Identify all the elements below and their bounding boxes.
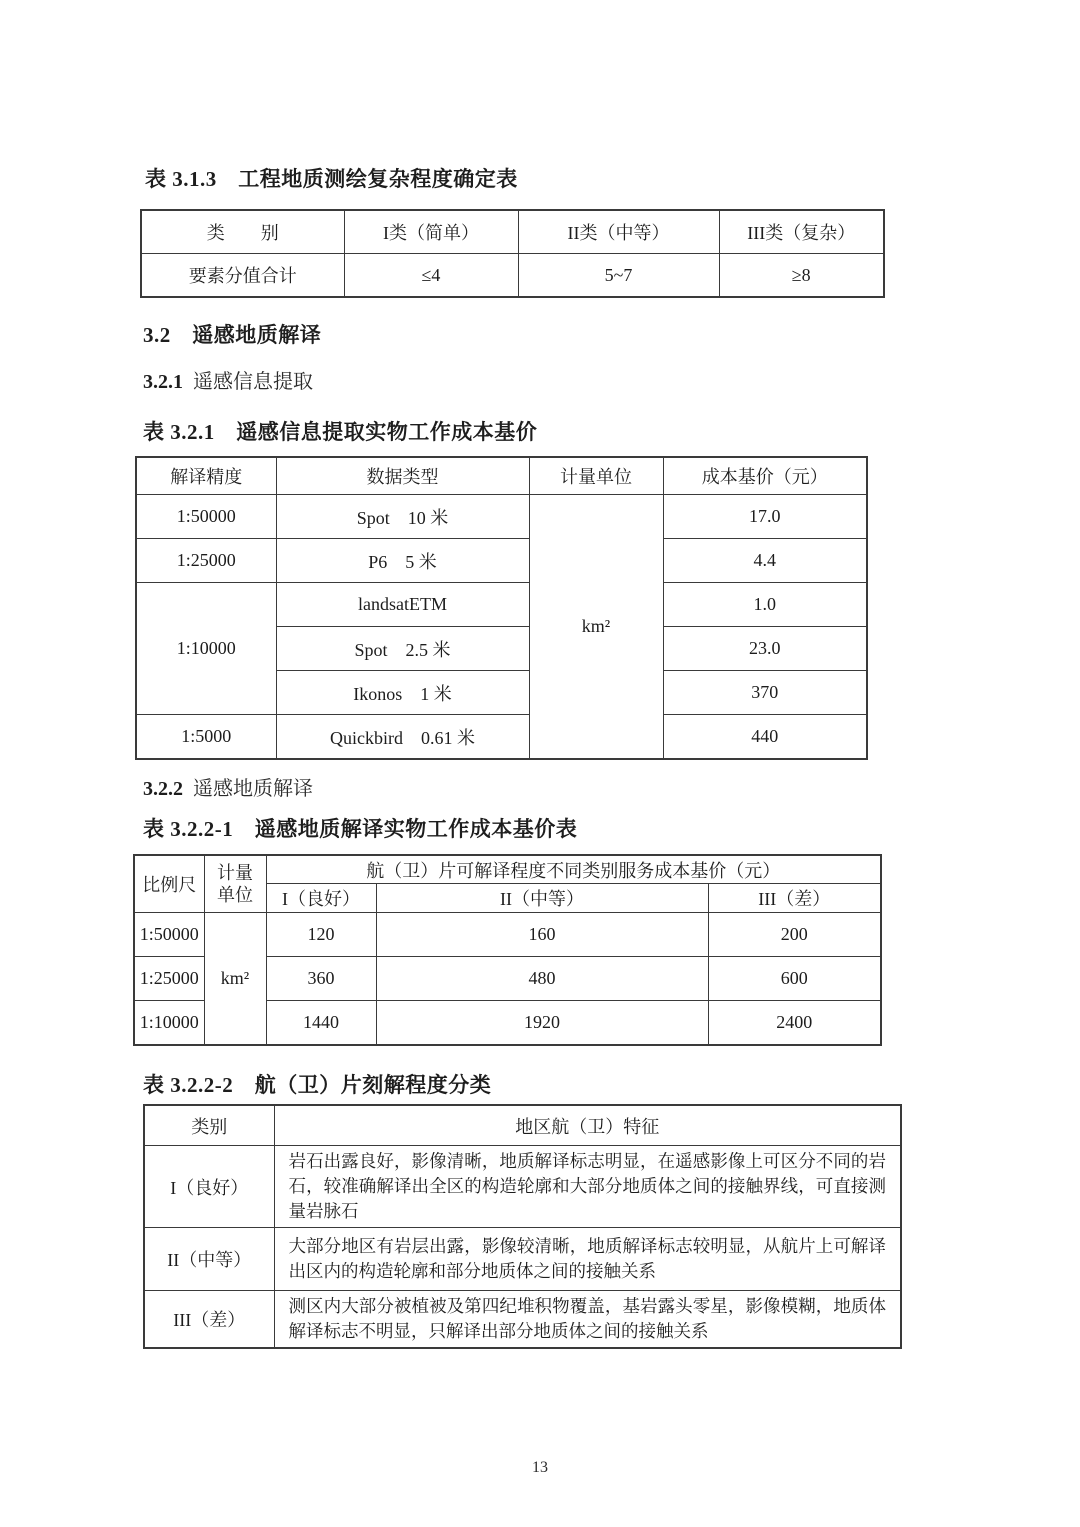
header-cell-feature: 地区航（卫）特征: [274, 1105, 901, 1146]
header-cell-class-3: III类（复杂）: [719, 210, 884, 254]
section-number: 3.2.2: [143, 778, 183, 800]
header-cell-unit: 计量单位: [529, 457, 663, 495]
price-cell: 17.0: [663, 495, 867, 539]
price-cell: 23.0: [663, 627, 867, 671]
value-cell: 1920: [376, 1001, 708, 1046]
price-cell: 440: [663, 715, 867, 760]
price-cell: 4.4: [663, 539, 867, 583]
data-type-cell: Spot 2.5 米: [276, 627, 529, 671]
table-3-2-2-1: [133, 854, 882, 1046]
unit-cell: km²: [529, 495, 663, 760]
value-cell: 200: [708, 913, 881, 957]
data-type-cell: Quickbird 0.61 米: [276, 715, 529, 760]
feature-cell: 测区内大部分被植被及第四纪堆积物覆盖，基岩露头零星，影像模糊，地质体解译标志不明显，只解译出部分地质体之间的接触关系: [274, 1291, 901, 1349]
table-3-1-3-caption: 表 3.1.3 工程地质测绘复杂程度确定表: [145, 167, 518, 191]
unit-cell: km²: [204, 913, 266, 1046]
value-cell: 600: [708, 957, 881, 1001]
row-label-cell: 要素分值合计: [141, 254, 344, 298]
data-type-cell: P6 5 米: [276, 539, 529, 583]
category-cell: II（中等）: [144, 1228, 274, 1291]
scale-cell: 1:50000: [134, 913, 204, 957]
feature-cell: 岩石出露良好，影像清晰，地质解译标志明显，在遥感影像上可区分不同的岩石，较准确解译出全区的构造轮廓和大部分地质体之间的接触界线，可直接测量岩脉石: [274, 1146, 901, 1228]
price-cell: 370: [663, 671, 867, 715]
page-number: 13: [532, 1459, 548, 1476]
header-cell-span: 航（卫）片可解译程度不同类别服务成本基价（元）: [266, 855, 881, 884]
section-3-2-1-heading: [143, 370, 1080, 395]
table-3-2-2-2: [143, 1104, 902, 1349]
header-cell-class-2: II类（中等）: [518, 210, 719, 254]
value-cell: 480: [376, 957, 708, 1001]
value-cell: 5~7: [518, 254, 719, 298]
table-3-2-2-1-caption: 表 3.2.2-1 遥感地质解译实物工作成本基价表: [143, 817, 578, 841]
value-cell: ≤4: [344, 254, 518, 298]
value-cell: 120: [266, 913, 376, 957]
scale-cell: 1:5000: [136, 715, 276, 760]
data-type-cell: Spot 10 米: [276, 495, 529, 539]
value-cell: ≥8: [719, 254, 884, 298]
scale-cell: 1:25000: [136, 539, 276, 583]
section-3-2-2-heading: [143, 777, 1080, 802]
subheader-cell-medium: II（中等）: [376, 884, 708, 913]
section-number: 3.2.1: [143, 371, 183, 393]
scale-cell: 1:10000: [134, 1001, 204, 1046]
table-3-2-2-2-caption: 表 3.2.2-2 航（卫）片刻解程度分类: [143, 1073, 492, 1097]
price-cell: 1.0: [663, 583, 867, 627]
category-cell: III（差）: [144, 1291, 274, 1349]
category-cell: I（良好）: [144, 1146, 274, 1228]
header-cell-base-price: 成本基价（元）: [663, 457, 867, 495]
header-cell-scale: 比例尺: [134, 855, 204, 913]
data-type-cell: Ikonos 1 米: [276, 671, 529, 715]
section-3-2-heading: 3.2 遥感地质解译: [143, 323, 322, 347]
section-title: 遥感地质解译: [193, 778, 313, 800]
header-unit-line: 单位: [217, 885, 253, 905]
subheader-cell-good: I（良好）: [266, 884, 376, 913]
feature-cell: 大部分地区有岩层出露，影像较清晰，地质解译标志较明显，从航片上可解译出区内的构造轮廓和部分地质体之间的接触关系: [274, 1228, 901, 1291]
table-3-1-3: [140, 209, 885, 298]
table-3-2-1: [135, 456, 868, 760]
scale-cell: 1:25000: [134, 957, 204, 1001]
header-cell-category: 类 别: [141, 210, 344, 254]
section-title: 遥感信息提取: [193, 371, 313, 393]
header-cell-data-type: 数据类型: [276, 457, 529, 495]
value-cell: 2400: [708, 1001, 881, 1046]
header-cell-precision: 解译精度: [136, 457, 276, 495]
header-cell-category: 类别: [144, 1105, 274, 1146]
subheader-cell-poor: III（差）: [708, 884, 881, 913]
value-cell: 1440: [266, 1001, 376, 1046]
value-cell: 360: [266, 957, 376, 1001]
header-cell-unit: [204, 855, 266, 913]
header-cell-class-1: I类（简单）: [344, 210, 518, 254]
data-type-cell: landsatETM: [276, 583, 529, 627]
header-unit-line: 计量: [217, 863, 253, 883]
value-cell: 160: [376, 913, 708, 957]
scale-cell: 1:10000: [136, 583, 276, 715]
table-3-2-1-caption: 表 3.2.1 遥感信息提取实物工作成本基价: [143, 420, 538, 444]
scale-cell: 1:50000: [136, 495, 276, 539]
